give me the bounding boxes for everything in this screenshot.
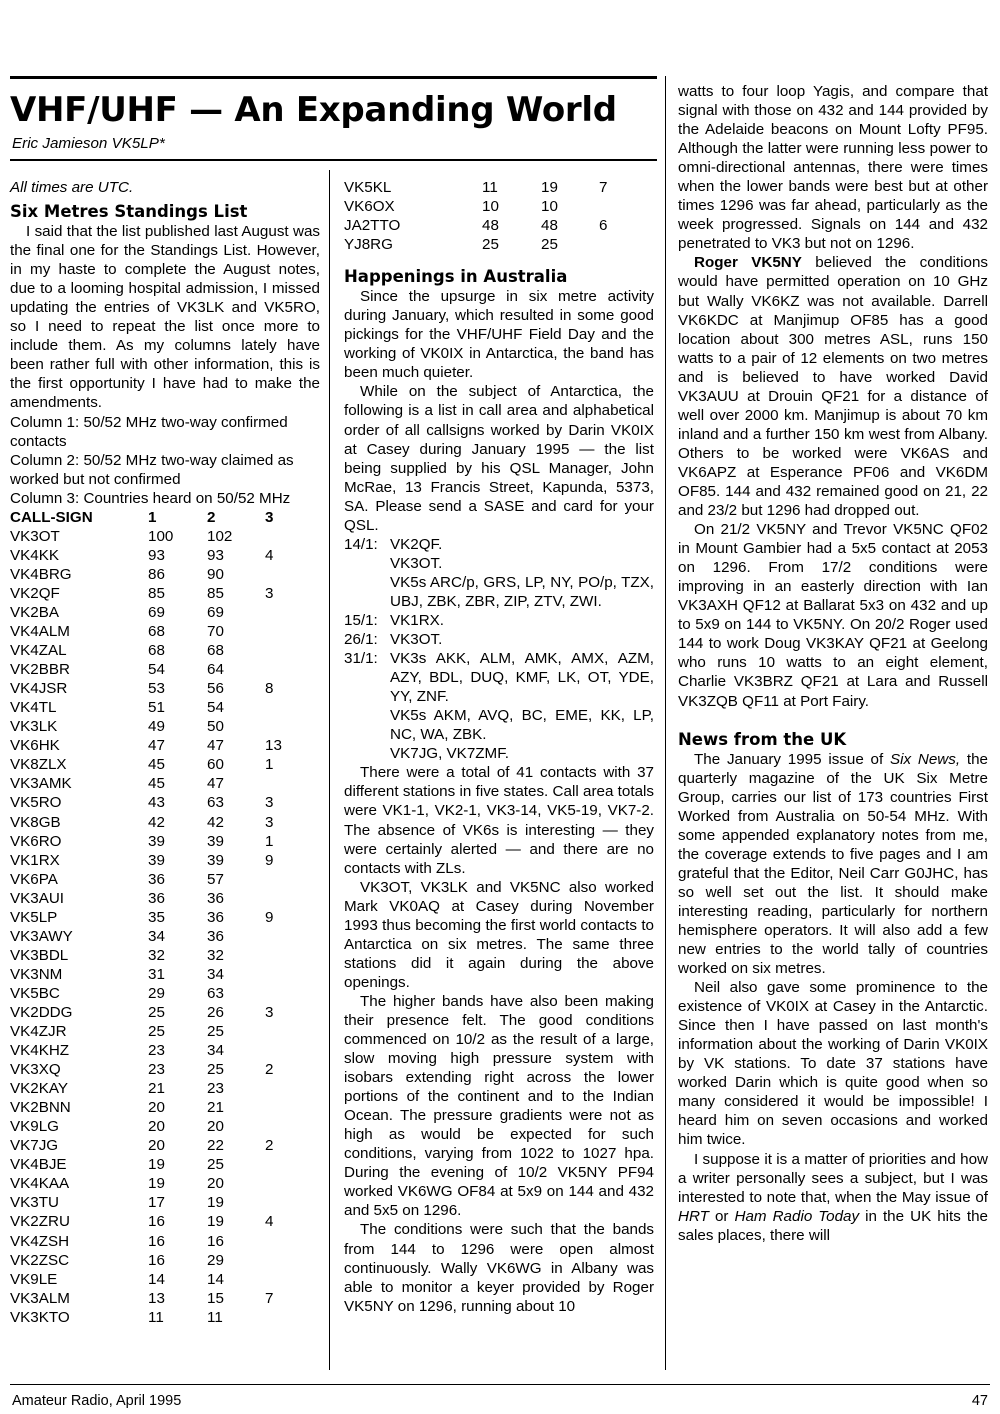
callsign-cell: VK3AUI <box>10 889 65 907</box>
table-row <box>10 565 305 584</box>
table-row <box>10 1022 305 1041</box>
value-cell <box>265 1117 305 1136</box>
value-cell: 19 <box>207 1194 224 1212</box>
table-row <box>344 216 639 235</box>
column-3-paragraph-2-text: believed the conditions would have permitted operation on 10 GHz but Wally VK6KZ was not available. Darrell VK6KDC at Manjimup OF85 has a good location about 300 metres ASL, runs 150 watts to a pair of 12 elements on two metres and is believed to have worked David VK3AUU at Drouin QF21 for a distance of well over 2000 km. Manjimup is about 70 km inland and a further 150 km west from Albany. Others to be worked were VK6AS and VK6APZ at Esperance PF06 and VK6DM OF85. 144 and 432 remained good on 21, 22 and 23/2 but 1296 had dropped out. <box>678 254 988 520</box>
callsign-cell: VK2BNN <box>10 1099 71 1117</box>
table-row <box>10 736 305 755</box>
value-cell <box>265 717 305 736</box>
value-cell: 42 <box>148 813 165 831</box>
table-row <box>10 1041 305 1060</box>
value-cell <box>265 1079 305 1098</box>
value-cell <box>265 927 305 946</box>
value-cell <box>265 622 305 641</box>
table-row <box>10 1098 305 1117</box>
value-cell <box>265 641 305 660</box>
value-cell: 14 <box>207 1270 224 1288</box>
table-row <box>10 984 305 1003</box>
callsign-cell: VK4ZJR <box>10 1023 67 1041</box>
callsign-cell: VK3BDL <box>10 946 69 964</box>
value-cell: 15 <box>207 1289 224 1307</box>
callsign-cell: VK4KK <box>10 546 59 564</box>
list-item <box>344 611 654 630</box>
value-cell: 10 <box>482 198 499 216</box>
callsign-cell: VK2QF <box>10 584 60 602</box>
table-row <box>10 1193 305 1212</box>
table-row <box>10 965 305 984</box>
table-row <box>10 1308 305 1327</box>
value-cell: 10 <box>541 198 558 216</box>
value-cell: 25 <box>207 1156 224 1174</box>
value-cell: 39 <box>207 832 224 850</box>
footer-page-number: 47 <box>971 1393 988 1409</box>
table-row <box>10 527 305 546</box>
value-cell <box>265 1232 305 1251</box>
value-cell: 4 <box>265 1213 274 1231</box>
log-date: 14/1: <box>344 535 378 553</box>
value-cell: 36 <box>207 889 224 907</box>
column-definition-3: Column 3: Countries heard on 50/52 MHz <box>10 489 291 507</box>
header-callsign: CALL-SIGN <box>10 508 93 526</box>
value-cell: 51 <box>148 699 165 717</box>
value-cell: 48 <box>482 217 499 235</box>
value-cell: 68 <box>148 642 165 660</box>
value-cell: 34 <box>207 1042 224 1060</box>
table-row <box>10 1079 305 1098</box>
value-cell: 25 <box>207 1023 224 1041</box>
value-cell: 63 <box>207 794 224 812</box>
value-cell: 47 <box>148 737 165 755</box>
value-cell: 23 <box>207 1080 224 1098</box>
value-cell: 90 <box>207 565 224 583</box>
log-date: 26/1: <box>344 631 378 649</box>
value-cell: 23 <box>148 1061 165 1079</box>
value-cell: 25 <box>482 236 499 254</box>
table-row <box>10 698 305 717</box>
value-cell <box>265 1022 305 1041</box>
value-cell <box>599 235 639 254</box>
table-row <box>10 1003 305 1022</box>
table-row <box>10 1270 305 1289</box>
callsign-cell: VK9LG <box>10 1118 59 1136</box>
column-divider-2 <box>665 76 666 1370</box>
callsign-cell: VK4KHZ <box>10 1042 70 1060</box>
callsign-cell: VK4ALM <box>10 623 70 641</box>
standings-table-body <box>10 508 305 1327</box>
callsign-cell: VK4TL <box>10 699 57 717</box>
table-row <box>10 1155 305 1174</box>
callsign-cell: VK6PA <box>10 870 58 888</box>
callsign-cell: VK6RO <box>10 832 62 850</box>
list-item <box>344 535 654 554</box>
table-row <box>10 946 305 965</box>
value-cell: 60 <box>207 756 224 774</box>
value-cell: 68 <box>148 623 165 641</box>
callsign-cell: VK4BRG <box>10 565 72 583</box>
value-cell: 54 <box>207 699 224 717</box>
value-cell: 22 <box>207 1137 224 1155</box>
callsign-cell: VK7JG <box>10 1137 59 1155</box>
callsign-cell: VK3TU <box>10 1194 59 1212</box>
value-cell <box>265 1251 305 1270</box>
value-cell: 48 <box>541 217 558 235</box>
australia-paragraph-2: While on the subject of Antarctica, the following is a list in call area and alphabetical order of all callsigns worked by Darin VK0IX at Casey during January 1995 — the list being supplied by his QSL Manager, John McRae, 13 Francis Street, Kapunda, 5373, SA. Please send a SASE and card for your QSL. <box>344 383 654 534</box>
table-row <box>10 660 305 679</box>
log-date: 15/1: <box>344 611 378 629</box>
value-cell: 7 <box>599 179 608 196</box>
table-row <box>10 832 305 851</box>
list-item <box>344 649 654 706</box>
uk-paragraph-3-a: I suppose it is a matter of priorities and how a writer personally sees a subject, but I was interested to note that, when the May issue of <box>678 1150 988 1206</box>
value-cell: 35 <box>148 908 165 926</box>
title-rule <box>10 159 657 161</box>
callsign-cell: VK5RO <box>10 794 62 812</box>
value-cell: 20 <box>148 1099 165 1117</box>
table-row <box>10 927 305 946</box>
table-row <box>10 1060 305 1079</box>
value-cell: 86 <box>148 565 165 583</box>
value-cell: 13 <box>148 1289 165 1307</box>
uk-paragraph-1-a: The January 1995 issue of <box>694 750 891 768</box>
intro-note: All times are UTC. <box>10 179 134 196</box>
australia-paragraph-6: The conditions were such that the bands from 144 to 1296 were open almost continuously. Wally VK6WG in Albany was able to monitor a keyer provided by Roger VK5NY on 1296, running about 10 <box>344 1221 654 1315</box>
list-item: VK7JG, VK7ZMF. <box>390 745 509 763</box>
callsign-cell: VK3KTO <box>10 1308 70 1326</box>
value-cell <box>265 889 305 908</box>
value-cell: 11 <box>148 1308 164 1326</box>
value-cell: 85 <box>207 584 224 602</box>
log-callsigns: VK3s AKK, ALM, AMK, AMX, AZM, AZY, BDL, DUQ, KMF, LK, OT, YDE, YY, ZNF. <box>390 650 654 706</box>
log-callsigns: VK1RX. <box>390 611 445 629</box>
callsign-cell: VK9LE <box>10 1270 58 1288</box>
value-cell: 20 <box>148 1118 165 1136</box>
value-cell: 47 <box>207 737 224 755</box>
value-cell: 56 <box>207 680 224 698</box>
value-cell: 20 <box>207 1118 224 1136</box>
value-cell <box>265 527 305 546</box>
value-cell <box>265 1041 305 1060</box>
column-1 <box>10 178 320 1327</box>
callsign-cell: VK8GB <box>10 813 61 831</box>
table-row <box>10 793 305 812</box>
value-cell: 3 <box>265 1003 274 1021</box>
callsign-cell: VK4ZSH <box>10 1232 70 1250</box>
column-3-paragraph-3: On 21/2 VK5NY and Trevor VK5NC QF02 in Mount Gambier had a 5x5 contact at 2053 on 1296. From 17/2 conditions were improving in an easterly direction with Ian VK3AXH QF12 at Ballarat 5x3 on 432 and up to 5x9 on 144 to VK5NY. On 20/2 Roger used 144 to work Doug VK3KAY QF21 at Geelong who runs 10 watts to an eight element, Charlie VK3BRZ QF21 at Lara and Russell VK3ZQB QF11 at Port Fairy. <box>678 521 988 710</box>
value-cell: 29 <box>148 984 165 1002</box>
value-cell: 26 <box>207 1003 224 1021</box>
value-cell: 63 <box>207 984 224 1002</box>
hrt-title: HRT <box>678 1207 709 1225</box>
value-cell: 32 <box>207 946 224 964</box>
value-cell: 11 <box>482 179 498 196</box>
value-cell: 13 <box>265 737 282 755</box>
table-row <box>10 584 305 603</box>
section-heading-australia: Happenings in Australia <box>344 267 568 287</box>
value-cell: 49 <box>148 718 165 736</box>
column-divider-1 <box>329 170 330 1370</box>
value-cell: 1 <box>265 756 274 774</box>
standings-table-continued <box>344 178 639 254</box>
value-cell: 2 <box>265 1061 274 1079</box>
value-cell <box>599 197 639 216</box>
australia-paragraph-4: VK3OT, VK3LK and VK5NC also worked Mark VK0AQ at Casey during November 1993 thus becoming the first world contacts to Antarctica on six metres. The same three stations did it again during the above openings. <box>344 878 654 991</box>
column-2 <box>344 178 654 1316</box>
value-cell: 39 <box>148 832 165 850</box>
standings-continued-body <box>344 178 639 254</box>
value-cell: 20 <box>207 1175 224 1193</box>
callsign-cell: YJ8RG <box>344 236 393 254</box>
value-cell: 93 <box>207 546 224 564</box>
value-cell: 16 <box>207 1232 224 1250</box>
callsign-cell: VK5BC <box>10 984 60 1002</box>
value-cell: 102 <box>207 527 233 545</box>
list-item <box>344 630 654 649</box>
table-row <box>10 641 305 660</box>
value-cell: 16 <box>148 1232 165 1250</box>
value-cell: 3 <box>265 584 274 602</box>
value-cell <box>265 1193 305 1212</box>
value-cell <box>265 984 305 1003</box>
value-cell: 3 <box>265 794 274 812</box>
callsign-cell: VK3AWY <box>10 927 73 945</box>
value-cell: 16 <box>148 1213 165 1231</box>
callsign-cell: JA2TTO <box>344 217 401 235</box>
value-cell <box>265 870 305 889</box>
table-row <box>10 1117 305 1136</box>
value-cell: 23 <box>148 1042 165 1060</box>
uk-paragraph-1-b: the quarterly magazine of the UK Six Metre Group, carries our list of 173 countries First Worked from Australia on 50-54 MHz. With some appended explanatory notes from me, the coverage extends to five pages and I am grateful that the Editor, Neil Carr G0JHC, has so well set out the list. It should make interesting reading, particularly for northern hemisphere operators. It will also add a few new entries to the world tally of countries worked on six metres. <box>678 750 988 978</box>
table-row <box>10 1232 305 1251</box>
table-row <box>10 603 305 622</box>
callsign-cell: VK3LK <box>10 718 58 736</box>
value-cell: 19 <box>148 1156 165 1174</box>
column-3-paragraph-2 <box>678 253 988 520</box>
value-cell <box>265 660 305 679</box>
table-row <box>10 889 305 908</box>
value-cell: 43 <box>148 794 165 812</box>
value-cell: 100 <box>148 527 174 545</box>
uk-paragraph-3 <box>678 1150 988 1245</box>
value-cell: 64 <box>207 661 224 679</box>
callsign-cell: VK4ZAL <box>10 642 67 660</box>
callsign-cell: VK3AMK <box>10 775 72 793</box>
value-cell: 17 <box>148 1194 165 1212</box>
value-cell: 69 <box>148 603 165 621</box>
table-row <box>10 1289 305 1308</box>
value-cell: 36 <box>207 927 224 945</box>
value-cell: 4 <box>265 546 274 564</box>
value-cell: 57 <box>207 870 224 888</box>
header-col-1: 1 <box>148 508 157 526</box>
value-cell <box>265 965 305 984</box>
value-cell: 1 <box>265 832 274 850</box>
value-cell: 19 <box>541 179 558 196</box>
column-3 <box>678 82 988 1245</box>
value-cell: 25 <box>541 236 558 254</box>
value-cell: 19 <box>207 1213 224 1231</box>
value-cell <box>265 774 305 793</box>
value-cell: 69 <box>207 603 224 621</box>
log-callsigns: VK2QF. <box>390 535 443 553</box>
value-cell: 68 <box>207 642 224 660</box>
value-cell: 36 <box>148 889 165 907</box>
value-cell: 34 <box>148 927 165 945</box>
uk-paragraph-3-b: or <box>708 1207 735 1225</box>
article-title: VHF/UHF — An Expanding World <box>10 90 617 130</box>
value-cell: 45 <box>148 775 165 793</box>
callsign-cell: VK2BBR <box>10 661 70 679</box>
value-cell: 11 <box>207 1308 223 1326</box>
value-cell <box>265 1155 305 1174</box>
value-cell: 20 <box>148 1137 165 1155</box>
value-cell: 21 <box>207 1099 224 1117</box>
header-col-2: 2 <box>207 508 216 526</box>
value-cell <box>265 1270 305 1289</box>
casey-contact-log <box>344 535 654 764</box>
callsign-cell: VK2KAY <box>10 1080 68 1098</box>
callsign-cell: VK1RX <box>10 851 60 869</box>
value-cell: 85 <box>148 584 165 602</box>
table-row <box>10 1136 305 1155</box>
table-row <box>344 197 639 216</box>
value-cell: 70 <box>207 623 224 641</box>
callsign-cell: VK8ZLX <box>10 756 67 774</box>
value-cell: 9 <box>265 908 274 926</box>
value-cell: 19 <box>148 1175 165 1193</box>
value-cell: 93 <box>148 546 165 564</box>
header-col-3: 3 <box>265 508 274 526</box>
six-news-title: Six News, <box>890 750 961 768</box>
value-cell: 29 <box>207 1251 224 1269</box>
value-cell: 16 <box>148 1251 165 1269</box>
value-cell: 6 <box>599 217 608 235</box>
table-row <box>10 908 305 927</box>
footer-rule <box>10 1384 990 1385</box>
uk-paragraph-2: Neil also gave some prominence to the existence of VK0IX at Casey in the Antarctic. Since then I have passed on last month's information about the working of Darin VK0IX by VK stations. To date 37 stations have worked Darin which is quite good when so many considered it would be impossible! I heard him on seven occasions and worked him twice. <box>678 979 988 1149</box>
section-heading-uk: News from the UK <box>678 729 847 749</box>
value-cell <box>265 565 305 584</box>
table-row <box>344 178 639 197</box>
value-cell: 3 <box>265 813 274 831</box>
table-row <box>10 774 305 793</box>
column-definition-2: Column 2: 50/52 MHz two-way claimed as worked but not confirmed <box>10 451 294 488</box>
value-cell <box>265 1308 305 1327</box>
roger-name-bold: Roger VK5NY <box>694 254 802 272</box>
value-cell <box>265 603 305 622</box>
callsign-cell: VK4JSR <box>10 680 68 698</box>
table-row <box>10 717 305 736</box>
table-row <box>344 235 639 254</box>
column-definition-1: Column 1: 50/52 MHz two-way confirmed contacts <box>10 413 288 450</box>
callsign-cell: VK6HK <box>10 737 60 755</box>
value-cell: 25 <box>148 1023 165 1041</box>
standings-paragraph: I said that the list published last August was the final one for the Standings List. However, in my haste to complete the August notes, due to a looming hospital admission, I missed updating the entries of VK3LK and VK5RO, so I need to repeat the list once more to include them. As my columns lately have been rather full with other information, this is the first opportunity I have had to make the amendments. <box>10 223 320 412</box>
value-cell: 53 <box>148 680 165 698</box>
table-row <box>10 755 305 774</box>
value-cell: 31 <box>148 965 165 983</box>
uk-paragraph-3-c: in the UK hits the sales places, there will <box>678 1207 988 1244</box>
list-item: VK5s ARC/p, GRS, LP, NY, PO/p, TZX, UBJ, ZBK, ZBR, ZIP, ZTV, ZWI. <box>390 573 654 610</box>
standings-table <box>10 508 305 1327</box>
table-row <box>10 851 305 870</box>
column-3-paragraph-1: watts to four loop Yagis, and compare that signal with those on 432 and 144 provided by the Adelaide beacons on Mount Lofty PF95. Although the latter were running less power to omni-directional antennas, there were times when the lower bands were best but at other times 1296 was far ahead, particularly as the week progressed. Signals on 144 and 432 penetrated to VK3 but not on 1296. <box>678 83 988 253</box>
table-row <box>10 679 305 698</box>
value-cell: 39 <box>207 851 224 869</box>
value-cell: 8 <box>265 680 274 698</box>
value-cell <box>265 1098 305 1117</box>
uk-paragraph-1 <box>678 750 988 979</box>
australia-paragraph-3: There were a total of 41 contacts with 37 different stations in five states. Call area totals were VK1-1, VK2-1, VK3-14, VK5-19, VK7-2. The absence of VK6s is interesting — they were certainly alerted — and there are no contacts with ZLs. <box>344 764 654 877</box>
callsign-cell: VK2ZRU <box>10 1213 70 1231</box>
value-cell: 9 <box>265 851 274 869</box>
article-author: Eric Jamieson VK5LP* <box>12 135 165 152</box>
value-cell: 7 <box>265 1289 274 1307</box>
value-cell: 39 <box>148 851 165 869</box>
table-row <box>10 622 305 641</box>
value-cell: 2 <box>265 1137 274 1155</box>
value-cell: 42 <box>207 813 224 831</box>
value-cell <box>265 1174 305 1193</box>
table-row <box>10 1174 305 1193</box>
callsign-cell: VK3OT <box>10 527 60 545</box>
callsign-cell: VK2ZSC <box>10 1251 70 1269</box>
table-row <box>10 870 305 889</box>
australia-paragraph-1: Since the upsurge in six metre activity during January, which resulted in some good pickings for the VHF/UHF Field Day and the working of VK0IX in Antarctica, the band has been much quieter. <box>344 288 654 382</box>
australia-paragraph-5: The higher bands have also been making their presence felt. The good conditions commenced on 10/2 as the result of a large, slow moving high pressure system with isobars extending right across the lower portions of the continent and to the Indian Ocean. The pressure gradients were not as high as would be expected for such conditions, varying from 1022 to 1027 hpa. During the evening of 10/2 VK5NY PF94 worked VK6WG OF84 at 5x9 on 144 and 432 and 5x5 on 1296. <box>344 992 654 1220</box>
value-cell: 50 <box>207 718 224 736</box>
callsign-cell: VK5LP <box>10 908 58 926</box>
value-cell: 25 <box>148 1003 165 1021</box>
value-cell: 14 <box>148 1270 165 1288</box>
callsign-cell: VK4KAA <box>10 1175 70 1193</box>
value-cell: 34 <box>207 965 224 983</box>
ham-radio-today-title: Ham Radio Today <box>734 1207 860 1225</box>
table-row <box>10 1251 305 1270</box>
table-row <box>10 813 305 832</box>
value-cell: 25 <box>207 1061 224 1079</box>
table-row <box>10 1212 305 1231</box>
callsign-cell: VK3XQ <box>10 1061 61 1079</box>
value-cell: 45 <box>148 756 165 774</box>
callsign-cell: VK3ALM <box>10 1289 70 1307</box>
callsign-cell: VK6OX <box>344 198 395 216</box>
value-cell: 32 <box>148 946 165 964</box>
callsign-cell: VK3NM <box>10 965 63 983</box>
value-cell: 36 <box>207 908 224 926</box>
callsign-cell: VK4BJE <box>10 1156 67 1174</box>
value-cell: 54 <box>148 661 165 679</box>
top-rule <box>10 76 657 79</box>
value-cell: 36 <box>148 870 165 888</box>
section-heading-standings: Six Metres Standings List <box>10 202 248 222</box>
footer-publication: Amateur Radio, April 1995 <box>12 1393 182 1409</box>
log-date: 31/1: <box>344 650 378 668</box>
list-item: VK5s AKM, AVQ, BC, EME, KK, LP, NC, WA, ZBK. <box>390 707 654 744</box>
value-cell: 47 <box>207 775 224 793</box>
log-callsigns: VK3OT. <box>390 631 443 649</box>
value-cell: 21 <box>148 1080 165 1098</box>
standings-header-row <box>10 508 305 527</box>
value-cell <box>265 946 305 965</box>
value-cell <box>265 698 305 717</box>
list-item: VK3OT. <box>390 554 443 572</box>
callsign-cell: VK2DDG <box>10 1003 73 1021</box>
callsign-cell: VK5KL <box>344 179 392 196</box>
table-row <box>10 546 305 565</box>
callsign-cell: VK2BA <box>10 603 59 621</box>
